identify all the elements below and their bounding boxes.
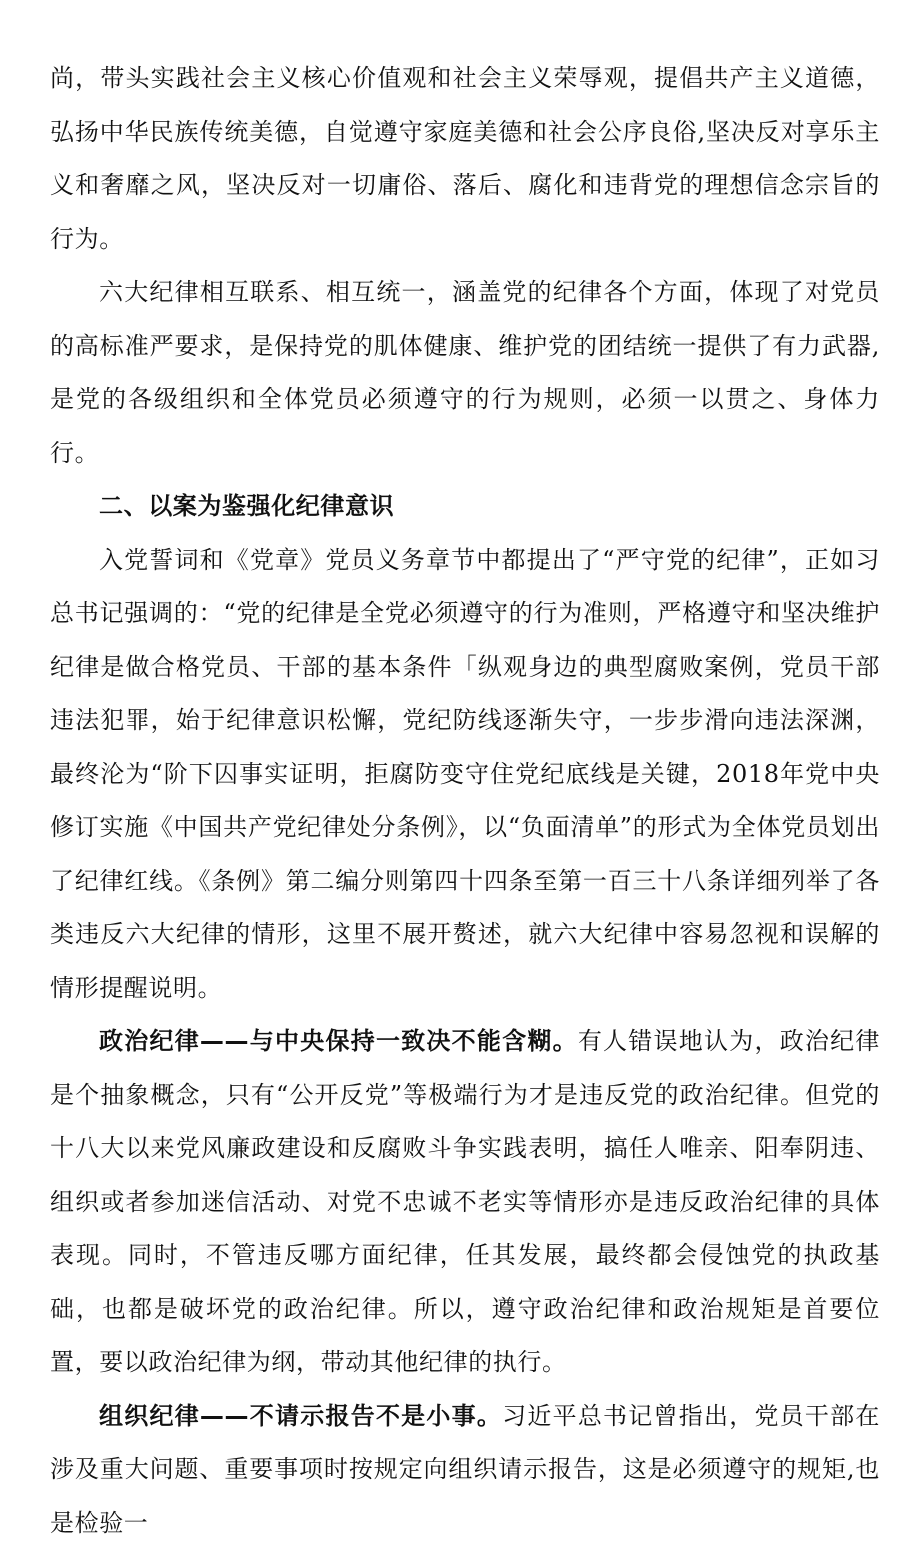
paragraph-case-lessons: 入党誓词和《党章》党员义务章节中都提出了“严守党的纪律”，正如习总书记强调的：“党的纪律是全党必须遵守的行为准则，严格遵守和坚决维护纪律是做合格党员、干部的基本条件「纵观身边的典型腐败案例，党员干部违法犯罪，始于纪律意识松懈，党纪防线逐渐失守，一步步滑向违法深渊，最终沦为“阶下囚事实证明，拒腐防变守住党纪底线是关键，2018年党中央修订实施《中国共产党纪律处分条例》，以“负面清单”的形式为全体党员划出了纪律红线。《条例》第二编分则第四十四条至第一百三十八条详细列举了各类违反六大纪律的情形，这里不展开赘述，就六大纪律中容易忽视和误解的情形提醒说明。 <box>50 534 880 1016</box>
paragraph-organizational-discipline <box>50 1390 880 1550</box>
paragraph-continuation: 尚，带头实践社会主义核心价值观和社会主义荣辱观，提倡共产主义道德，弘扬中华民族传统美德，自觉遵守家庭美德和社会公序良俗,坚决反对享乐主义和奢靡之风，坚决反对一切庸俗、落后、腐化和违背党的理想信念宗旨的行为。 <box>50 52 880 266</box>
paragraph-six-disciplines: 六大纪律相互联系、相互统一，涵盖党的纪律各个方面，体现了对党员的高标准严要求，是保持党的肌体健康、维护党的团结统一提供了有力武器,是党的各级组织和全体党员必须遵守的行为规则，必须一以贯之、身体力行。 <box>50 266 880 480</box>
organizational-discipline-lead: 组织纪律——不请示报告不是小事。 <box>99 1402 502 1430</box>
political-discipline-body: 有人错误地认为，政治纪律是个抽象概念，只有“公开反党”等极端行为才是违反党的政治纪律。但党的十八大以来党风廉政建设和反腐败斗争实践表明，搞任人唯亲、阳奉阴违、组织或者参加迷信活动、对党不忠诚不老实等情形亦是违反政治纪律的具体表现。同时，不管违反哪方面纪律，任其发展，最终都会侵蚀党的执政基础，也都是破坏党的政治纪律。所以，遵守政治纪律和政治规矩是首要位置，要以政治纪律为纲，带动其他纪律的执行。 <box>50 1027 880 1376</box>
organizational-discipline-body: 习近平总书记曾指出，党员干部在涉及重大问题、重要事项时按规定向组织请示报告，这是必须遵守的规矩,也是检验一 <box>50 1402 880 1537</box>
paragraph-political-discipline <box>50 1015 880 1390</box>
section-heading-2: 二、以案为鉴强化纪律意识 <box>50 480 880 534</box>
document-page <box>50 52 880 1550</box>
political-discipline-lead: 政治纪律——与中央保持一致决不能含糊。 <box>99 1027 578 1055</box>
